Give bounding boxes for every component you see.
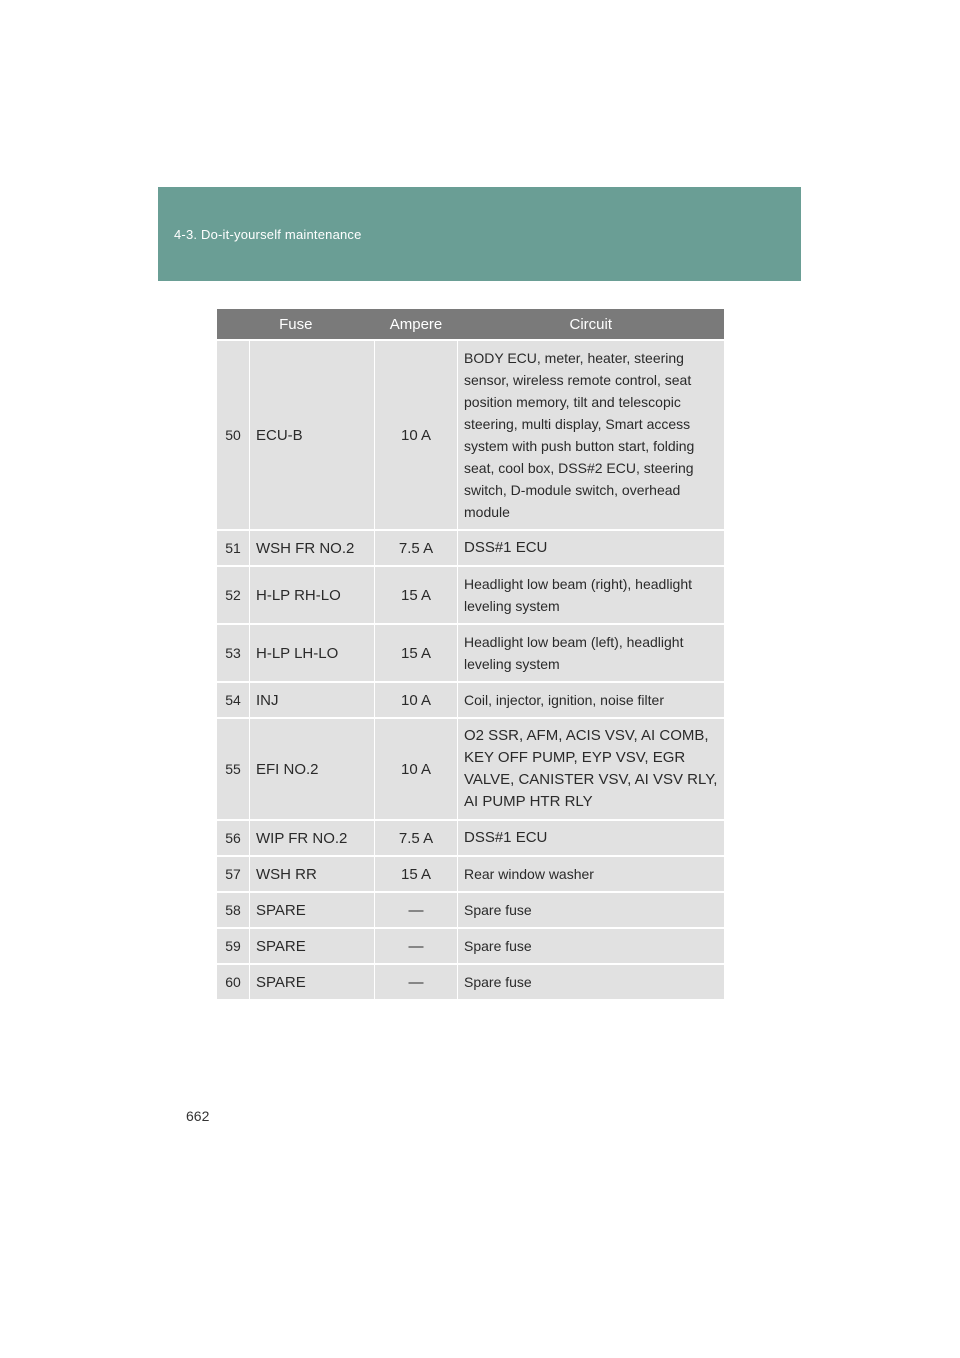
column-header-circuit: Circuit <box>458 309 725 340</box>
fuse-name: SPARE <box>250 964 375 999</box>
section-header-bar <box>158 187 801 281</box>
table-row <box>217 340 724 530</box>
fuse-number: 60 <box>217 964 250 999</box>
fuse-name: INJ <box>250 682 375 718</box>
fuse-name: EFI NO.2 <box>250 718 375 820</box>
fuse-name: WSH FR NO.2 <box>250 530 375 566</box>
table-row <box>217 928 724 964</box>
table-row <box>217 718 724 820</box>
fuse-ampere: 15 A <box>375 624 458 682</box>
fuse-name: ECU-B <box>250 340 375 530</box>
fuse-ampere: 7.5 A <box>375 820 458 856</box>
fuse-circuit: Spare fuse <box>458 964 725 999</box>
fuse-circuit: DSS#1 ECU <box>458 820 725 856</box>
fuse-circuit: Headlight low beam (right), headlight leveling system <box>458 566 725 624</box>
column-header-fuse: Fuse <box>217 309 375 340</box>
column-header-ampere: Ampere <box>375 309 458 340</box>
fuse-ampere: — <box>375 892 458 928</box>
fuse-ampere: 10 A <box>375 340 458 530</box>
fuse-number: 52 <box>217 566 250 624</box>
table-row <box>217 624 724 682</box>
page-number: 662 <box>186 1108 210 1124</box>
fuse-ampere: 15 A <box>375 566 458 624</box>
fuse-number: 59 <box>217 928 250 964</box>
fuse-table <box>217 309 724 999</box>
table-header-row <box>217 309 724 340</box>
fuse-number: 53 <box>217 624 250 682</box>
table-row <box>217 566 724 624</box>
fuse-name: H-LP RH-LO <box>250 566 375 624</box>
fuse-number: 55 <box>217 718 250 820</box>
table-row <box>217 892 724 928</box>
table-row <box>217 856 724 892</box>
section-title: 4-3. Do-it-yourself maintenance <box>174 227 362 242</box>
fuse-number: 56 <box>217 820 250 856</box>
fuse-circuit: Spare fuse <box>458 928 725 964</box>
table-row <box>217 530 724 566</box>
fuse-ampere: 15 A <box>375 856 458 892</box>
table-row <box>217 820 724 856</box>
fuse-number: 57 <box>217 856 250 892</box>
fuse-ampere: — <box>375 964 458 999</box>
fuse-number: 58 <box>217 892 250 928</box>
fuse-number: 54 <box>217 682 250 718</box>
fuse-circuit: Spare fuse <box>458 892 725 928</box>
fuse-circuit: O2 SSR, AFM, ACIS VSV, AI COMB, KEY OFF PUMP, EYP VSV, EGR VALVE, CANISTER VSV, AI VSV RLY, AI PUMP HTR RLY <box>458 718 725 820</box>
fuse-name: WSH RR <box>250 856 375 892</box>
fuse-circuit: Coil, injector, ignition, noise filter <box>458 682 725 718</box>
fuse-ampere: — <box>375 928 458 964</box>
fuse-number: 50 <box>217 340 250 530</box>
fuse-name: SPARE <box>250 892 375 928</box>
fuse-ampere: 10 A <box>375 718 458 820</box>
fuse-number: 51 <box>217 530 250 566</box>
fuse-name: SPARE <box>250 928 375 964</box>
fuse-ampere: 7.5 A <box>375 530 458 566</box>
table-row <box>217 964 724 999</box>
table-row <box>217 682 724 718</box>
fuse-circuit: DSS#1 ECU <box>458 530 725 566</box>
fuse-name: WIP FR NO.2 <box>250 820 375 856</box>
fuse-circuit: BODY ECU, meter, heater, steering sensor, wireless remote control, seat position memory, tilt and telescopic steering, multi display, Smart access system with push button start, folding seat, cool box, DSS#2 ECU, steering switch, D-module switch, overhead module <box>458 340 725 530</box>
fuse-circuit: Rear window washer <box>458 856 725 892</box>
fuse-ampere: 10 A <box>375 682 458 718</box>
fuse-circuit: Headlight low beam (left), headlight leveling system <box>458 624 725 682</box>
fuse-name: H-LP LH-LO <box>250 624 375 682</box>
